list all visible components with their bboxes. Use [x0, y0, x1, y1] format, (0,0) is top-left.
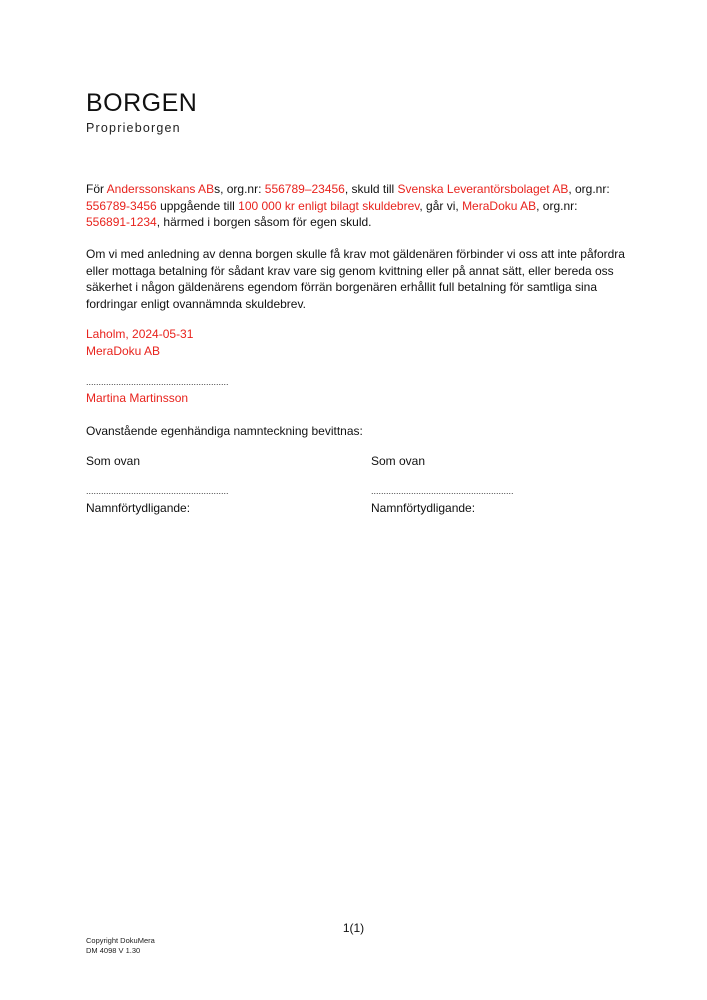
creditor-orgnr: 556789-3456 — [86, 198, 157, 213]
witness2-signature-line: ......................................................... — [371, 486, 514, 496]
p1-text-2: s, org.nr: — [214, 182, 265, 196]
witness-intro: Ovanstående egenhändiga namnteckning bevittnas: — [86, 424, 363, 438]
page-number: 1(1) — [342, 921, 365, 935]
guarantee-paragraph — [86, 181, 626, 231]
signer-name: Martina Martinsson — [86, 391, 189, 405]
witness2-label: Som ovan — [371, 454, 426, 468]
creditor-name: Svenska Leverantörsbolaget AB — [397, 182, 569, 196]
debtor-name: Anderssonskans AB — [106, 182, 215, 196]
p1-text-5: uppgående till — [156, 198, 239, 213]
place-date: Laholm, 2024-05-31 — [86, 327, 194, 341]
company-name: MeraDoku AB — [86, 344, 161, 358]
witness1-signature-line: ......................................................... — [86, 486, 229, 496]
p1-text-3: , skuld till — [344, 182, 398, 196]
witness2-name-label: Namnförtydligande: — [371, 501, 476, 515]
copyright-block — [86, 936, 155, 956]
obligation-paragraph: Om vi med anledning av denna borgen skulle få krav mot gäldenären förbinder vi oss att inte påfordra eller mottaga betalning för sådant krav vare sig genom kvittning eller på annat sätt, eller bereda oss säkerhet i någon gäldenärens egendom förrän borgenären erhållit full betalning för samtliga sina fordringar enligt ovannämnda skuldebrev. — [86, 247, 625, 311]
p1-text-7: , org.nr: — [536, 198, 578, 213]
guarantor-name: MeraDoku AB — [462, 198, 537, 213]
p1-text-1: För — [86, 182, 107, 196]
version-text: DM 4098 V 1.30 — [86, 946, 141, 955]
p1-text-8: , härmed i borgen såsom för egen skuld. — [156, 215, 372, 229]
p1-text-6: , går vi, — [419, 198, 463, 213]
document-subtitle: Proprieborgen — [86, 121, 181, 135]
witness1-label: Som ovan — [86, 454, 141, 468]
document-title: BORGEN — [86, 89, 198, 117]
p1-text-4: , org.nr: — [568, 182, 610, 196]
debtor-orgnr: 556789–23456 — [264, 182, 345, 196]
copyright-text: Copyright DokuMera — [86, 936, 155, 945]
witness1-name-label: Namnförtydligande: — [86, 501, 191, 515]
guarantor-orgnr: 556891-1234 — [86, 215, 157, 229]
signature-line: ......................................................... — [86, 377, 229, 387]
guarantee-amount: 100 000 kr enligt bilagt skuldebrev — [238, 198, 420, 213]
